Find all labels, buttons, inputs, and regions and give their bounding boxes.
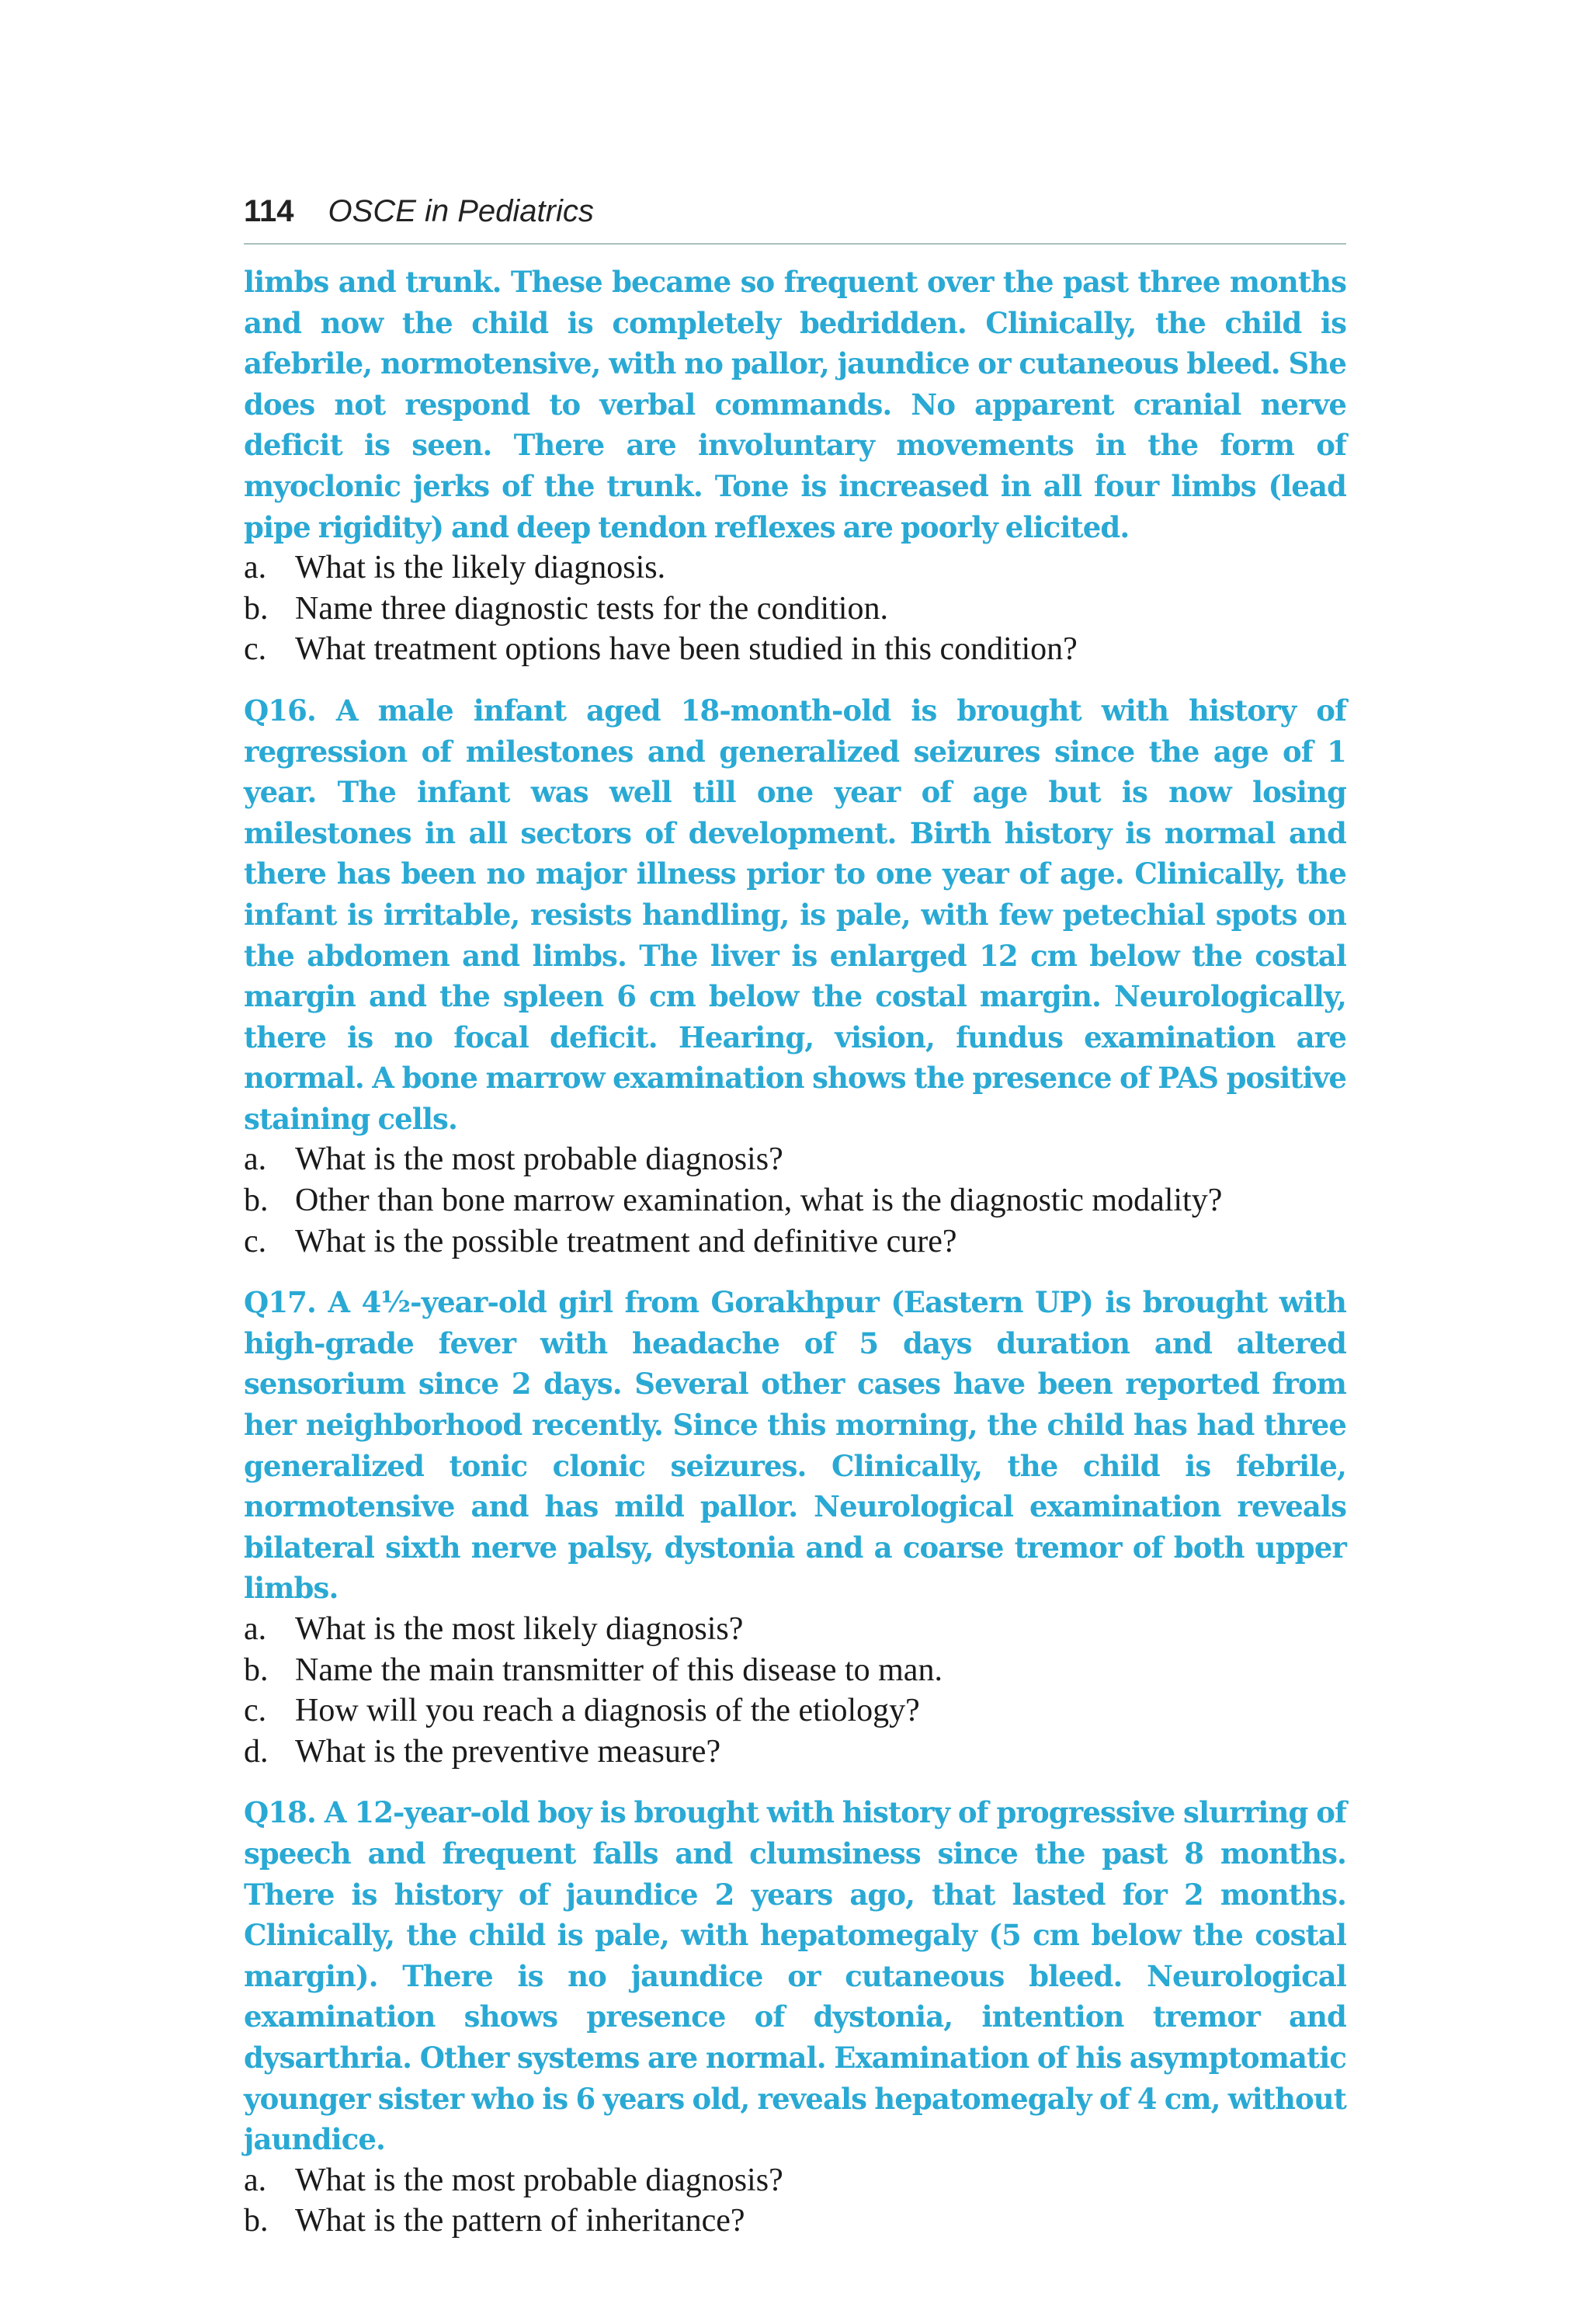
question-stem: Q18. A 12-year-old boy is brought with history of progressive slurring of speech and frequent falls and clumsiness since the past 8 months. There is history of jaundice 2 years ago, that lasted for 2 months. Clinically, the child is pale, with hepatomegaly (5 cm below the costal margin). There is no jaundice or cutaneous bleed. Neurological examination shows presence of dystonia, intention tremor and dysarthria. Other systems are normal. Examination of his asymptomatic younger sister who is 6 years old, reveals hepatomegaly of 4 cm, without jaundice. [244,1795,1346,2157]
question-part [244,1139,1346,1180]
question-stem: Q17. A 4½-year-old girl from Gorakhpur (Eastern UP) is brought with high-grade fever with headache of 5 days duration and altered sensorium since 2 days. Several other cases have been reported from her neighborhood recently. Since this morning, the child has had three generalized tonic clonic seizures. Clinically, the child is febrile, normotensive and has mild pallor. Neurological examination reveals bilateral sixth nerve palsy, dystonia and a coarse tremor of both upper limbs. [244,1285,1346,1606]
part-letter: a. [244,2162,267,2198]
question-part [244,1732,1346,1773]
question-part [244,1650,1346,1691]
book-title: OSCE in Pediatrics [328,194,594,228]
part-text: How will you reach a diagnosis of the etiology? [295,1693,920,1729]
part-text: Other than bone marrow examination, what is the diagnostic modality? [295,1183,1223,1219]
question-part [244,1221,1346,1263]
part-text: What is the most probable diagnosis? [295,2162,783,2198]
part-text: What treatment options have been studied in this condition? [295,631,1078,668]
question-block-q16 [244,690,1346,1262]
part-letter: b. [244,2203,269,2239]
question-part [244,547,1346,589]
part-letter: b. [244,1652,269,1688]
part-letter: b. [244,590,269,627]
part-text: Name the main transmitter of this disease to man. [295,1652,943,1688]
question-block-q15-continued [244,262,1346,670]
question-parts [244,1609,1346,1772]
question-part [244,629,1346,670]
question-parts [244,547,1346,670]
part-text: What is the possible treatment and definitive cure? [295,1223,957,1259]
question-stem: limbs and trunk. These became so frequent over the past three months and now the child is completely bedridden. Clinically, the child is afebrile, normotensive, with no pallor, jaundice or cutaneous bleed. She does not respond to verbal commands. No apparent cranial nerve deficit is seen. There are involuntary movements in the form of myoclonic jerks of the trunk. Tone is increased in all four limbs (lead pipe rigidity) and deep tendon reflexes are poorly elicited. [244,265,1346,544]
part-letter: b. [244,1183,269,1219]
question-part [244,589,1346,630]
question-block-q18 [244,1792,1346,2242]
part-text: What is the pattern of inheritance? [295,2203,745,2239]
question-part [244,2160,1346,2201]
part-letter: c. [244,1693,267,1729]
question-parts [244,2160,1346,2242]
part-letter: a. [244,1611,267,1647]
question-part [244,2201,1346,2242]
question-block-q17 [244,1282,1346,1772]
part-text: Name three diagnostic tests for the condition. [295,590,888,627]
question-stem: Q16. A male infant aged 18-month-old is brought with history of regression of milestones and generalized seizures since the age of 1 year. The infant was well till one year of age but is now losing milestones in all sectors of development. Birth history is normal and there has been no major illness prior to one year of age. Clinically, the infant is irritable, resists handling, is pale, with few petechial spots on the abdomen and limbs. The liver is enlarged 12 cm below the costal margin and the spleen 6 cm below the costal margin. Neurologically, there is no focal deficit. Hearing, vision, fundus examination are normal. A bone marrow examination shows the presence of PAS positive staining cells. [244,693,1346,1136]
part-letter: a. [244,1141,267,1178]
part-letter: c. [244,1223,267,1259]
part-text: What is the most likely diagnosis? [295,1611,744,1647]
part-text: What is the likely diagnosis. [295,550,666,586]
part-text: What is the most probable diagnosis? [295,1141,783,1178]
page-number: 114 [244,194,294,228]
part-letter: d. [244,1733,269,1770]
part-letter: a. [244,550,267,586]
question-part [244,1180,1346,1221]
question-part [244,1690,1346,1732]
question-parts [244,1139,1346,1262]
part-text: What is the preventive measure? [295,1733,721,1770]
running-head [244,194,1346,245]
book-page [244,194,1346,2262]
page-content [244,262,1346,2242]
part-letter: c. [244,631,267,668]
question-part [244,1609,1346,1650]
